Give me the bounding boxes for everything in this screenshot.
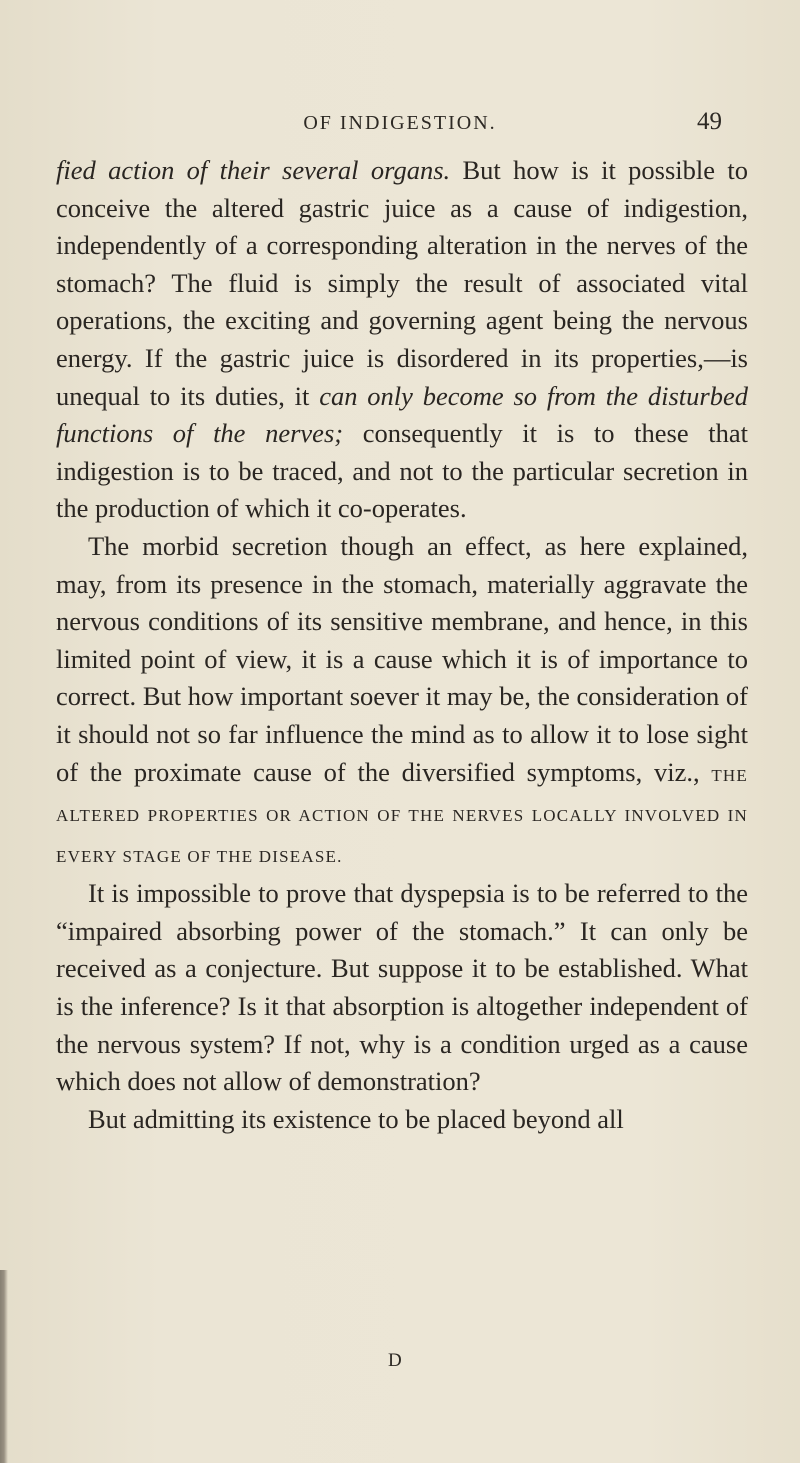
- paragraph: [56, 875, 748, 1101]
- text-segment: can only become so from the disturbed functions of the nerves;: [56, 380, 748, 449]
- body-text: [56, 152, 748, 1138]
- running-head: OF INDIGESTION.: [303, 112, 497, 134]
- text-segment: THE ALTERED PROPERTIES OR ACTION OF THE NERVES LOCALLY INVOLVED IN EVERY STAGE OF THE DISEASE.: [56, 765, 748, 866]
- paragraph: [56, 152, 748, 528]
- text-segment: It is impossible to prove that dyspepsia is to be referred to the “impaired absorbing power of the stomach.” It can only be received as a conjecture. But suppose it to be established. What is the inference? Is it that absorption is altogether independent of the nervous system? If not, why is a condition urged as a cause which does not allow of demonstration?: [56, 878, 748, 1097]
- paragraph: [56, 1101, 748, 1139]
- text-segment: consequently it is to these that indigestion is to be traced, and not to the particular secretion in the production of which it co-operates.: [56, 418, 749, 524]
- text-segment: But how is it possible to conceive the altered gastric juice as a cause of indigestion, independently of a corresponding alteration in the nerves of the stomach? The fluid is simply the result of associated vital operations, the exciting and governing agent being the nervous energy. If the gastric juice is disordered in its properties,—is unequal to its duties, it: [56, 155, 748, 411]
- signature-mark: D: [388, 1350, 402, 1371]
- page-number: 49: [697, 108, 722, 135]
- binding-shadow: [0, 1270, 8, 1463]
- paragraph: [56, 528, 748, 875]
- page-header: [0, 104, 800, 140]
- text-segment: But admitting its existence to be placed beyond all: [88, 1103, 624, 1134]
- text-segment: The morbid secretion though an effect, as here explained, may, from its presence in the stomach, materially aggravate the nervous conditions of its sensitive membrane, and hence, in this limited point of view, it is a cause which it is of importance to correct. But how important soever it may be, the consideration of it should not so far influence the mind as to allow it to lose sight of the proximate cause of the diversified symptoms, viz.,: [56, 530, 748, 787]
- text-segment: fied action of their several organs.: [56, 155, 451, 185]
